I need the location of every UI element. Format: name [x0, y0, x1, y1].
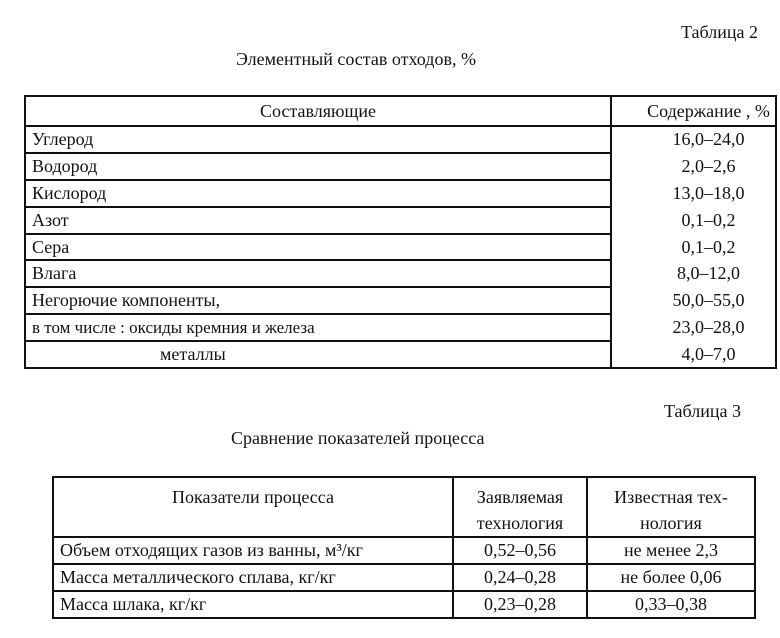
- table-row: [25, 180, 776, 207]
- row-claimed: 0,23–0,28: [453, 591, 587, 618]
- row-value: 50,0–55,0: [611, 287, 776, 314]
- column-header-known: Известная тех-нология: [587, 477, 755, 537]
- table-3-caption: Сравнение показателей процесса: [231, 428, 485, 448]
- table-row: [25, 207, 776, 234]
- row-name: Кислород: [25, 180, 611, 207]
- row-claimed: 0,52–0,56: [453, 537, 587, 564]
- column-header-claimed: Заявляемая технология: [453, 477, 587, 537]
- table-row: [53, 537, 755, 564]
- table-2-label: Таблица 2: [681, 22, 758, 42]
- row-known: 0,33–0,38: [587, 591, 755, 618]
- row-name: Углерод: [25, 126, 611, 153]
- table-row: [25, 153, 776, 180]
- table-3: [52, 476, 756, 619]
- table-row: [25, 314, 776, 341]
- row-value: 8,0–12,0: [611, 260, 776, 287]
- row-value: 13,0–18,0: [611, 180, 776, 207]
- row-name: Сера: [25, 234, 611, 261]
- table-3-label: Таблица 3: [664, 401, 741, 421]
- table-2-caption: Элементный состав отходов, %: [236, 49, 476, 69]
- row-name: Масса металлического сплава, кг/кг: [53, 564, 453, 591]
- row-claimed: 0,24–0,28: [453, 564, 587, 591]
- row-name: в том числе : оксиды кремния и железа: [25, 314, 611, 341]
- table-row: [53, 591, 755, 618]
- row-known: не более 0,06: [587, 564, 755, 591]
- row-name: Водород: [25, 153, 611, 180]
- column-header-content: Содержание , %: [611, 96, 776, 126]
- row-name: Объем отходящих газов из ванны, м³/кг: [53, 537, 453, 564]
- row-name: Негорючие компоненты,: [25, 287, 611, 314]
- row-value: 2,0–2,6: [611, 153, 776, 180]
- row-name: металлы: [25, 341, 611, 368]
- row-value: 4,0–7,0: [611, 341, 776, 368]
- row-known: не менее 2,3: [587, 537, 755, 564]
- row-value: 16,0–24,0: [611, 126, 776, 153]
- table-2: [24, 95, 777, 369]
- table-row: [25, 341, 776, 368]
- row-name: Влага: [25, 260, 611, 287]
- column-header-components: Составляющие: [25, 96, 611, 126]
- row-value: 23,0–28,0: [611, 314, 776, 341]
- table-header-row: [53, 477, 755, 537]
- column-header-indicators: Показатели процесса: [53, 477, 453, 537]
- row-name: Азот: [25, 207, 611, 234]
- row-value: 0,1–0,2: [611, 234, 776, 261]
- table-row: [25, 287, 776, 314]
- table-row: [25, 126, 776, 153]
- table-header-row: [25, 96, 776, 126]
- table-row: [53, 564, 755, 591]
- row-name: Масса шлака, кг/кг: [53, 591, 453, 618]
- table-row: [25, 234, 776, 261]
- table-row: [25, 260, 776, 287]
- row-value: 0,1–0,2: [611, 207, 776, 234]
